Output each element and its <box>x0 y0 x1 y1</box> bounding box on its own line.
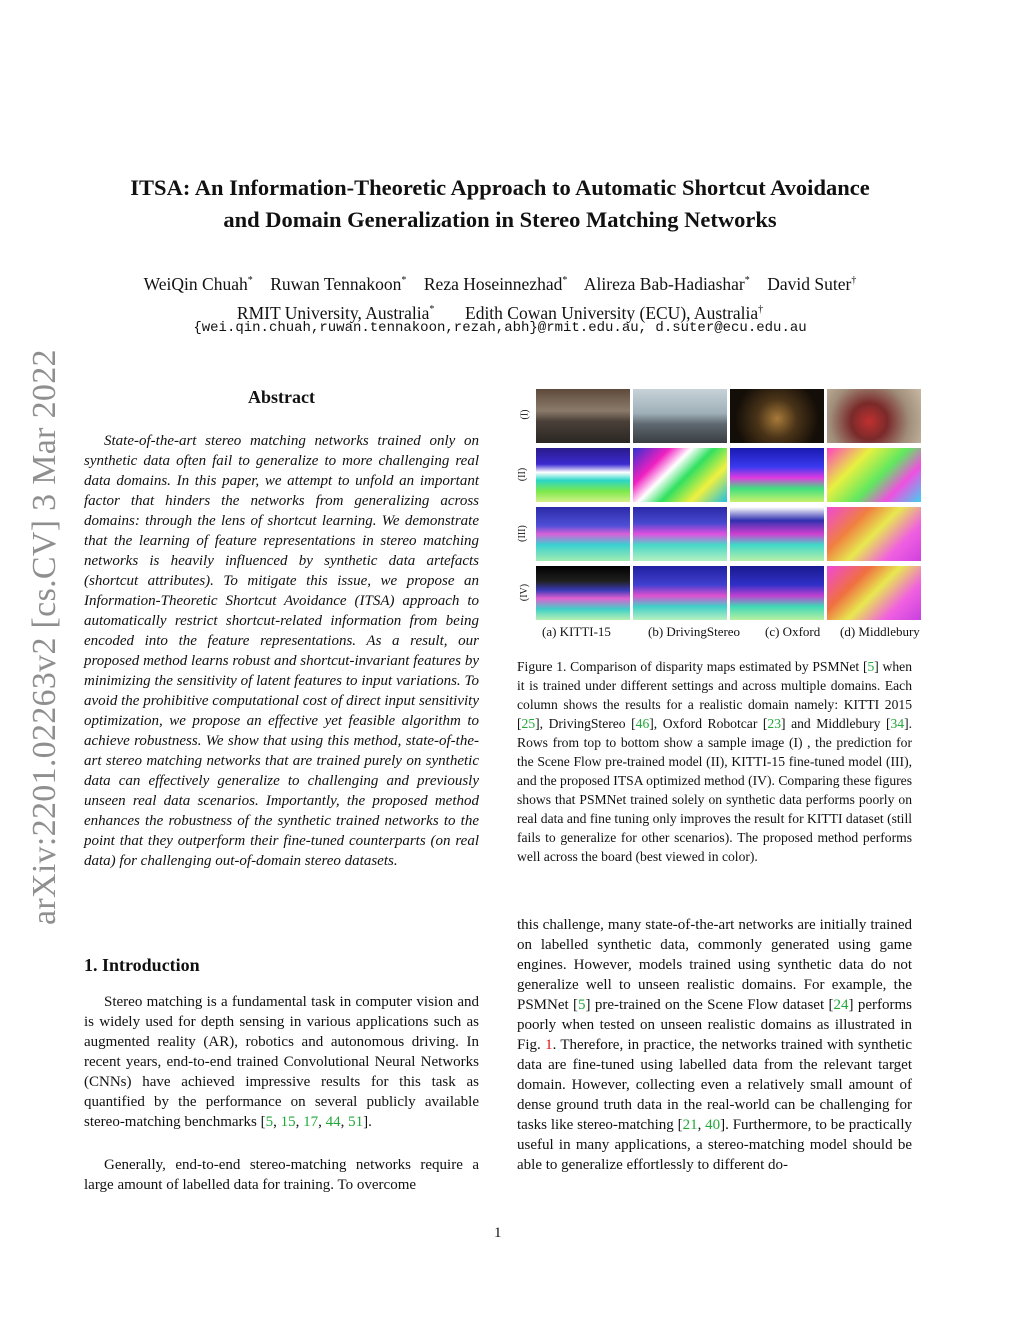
author-mark: * <box>562 275 568 286</box>
author-mark: † <box>851 275 857 286</box>
drivingstereo-pretrained-disparity <box>633 448 727 502</box>
paragraph-text: ] pre-trained on the Scene Flow dataset [ <box>585 997 834 1013</box>
author-block <box>60 268 940 326</box>
author-mark: * <box>247 275 253 286</box>
affiliation-mark: * <box>429 303 435 315</box>
author-mark: * <box>744 275 750 286</box>
paragraph-text: Stereo matching is a fundamental task in computer vision and is widely used for depth sensing in various applications such as augmented reality (AR), robotics and autonomous driving. In recent years, end-to-end trained Convolutional Neural Networks (CNNs) have achieved impressive results for this task as quantified by the performance on several publicly available stereo-matching benchmarks [ <box>84 994 479 1130</box>
author-name: Alireza Bab-Hadiashar <box>583 273 745 294</box>
affiliation: RMIT University, Australia <box>236 302 430 323</box>
title-line-2: and Domain Generalization in Stereo Matching Networks <box>223 207 777 232</box>
page-number: 1 <box>494 1225 502 1241</box>
paragraph-text: ]. Furthermore, to be practically useful in many applications, a stereo-matching model should be able to generalize effortlessly to different do- <box>517 1117 912 1173</box>
author-emails: {wei.qin.chuah,ruwan.tennakoon,rezah,abh}@rmit.edu.au, d.suter@ecu.edu.au <box>193 320 807 336</box>
figure-reference-link[interactable]: 1 <box>545 1037 553 1053</box>
author-list <box>60 268 940 297</box>
caption-text: ], Oxford Robotcar [ <box>649 716 768 731</box>
figure-column-label: (b) DrivingStereo <box>648 624 741 639</box>
citation-link[interactable]: 5 <box>578 997 586 1013</box>
citation-link[interactable]: 44 <box>325 1114 341 1130</box>
citation-link[interactable]: 23 <box>767 716 782 731</box>
paragraph-text: this challenge, many state-of-the-art networks are initially trained on labelled synthetic data, commonly generated using game engines. However, models trained using synthetic data do not generalize well to unseen realistic domains. For example, the PSMNet [ <box>517 917 912 1013</box>
citation-link[interactable]: 17 <box>303 1114 319 1130</box>
middlebury-itsa-disparity <box>827 566 921 620</box>
oxford-finetuned-disparity <box>730 507 824 561</box>
drivingstereo-itsa-disparity <box>633 566 727 620</box>
middlebury-sample-image <box>827 389 921 443</box>
figure-1-grid <box>536 389 922 620</box>
oxford-itsa-disparity <box>730 566 824 620</box>
intro-paragraph-1: Stereo matching is a fundamental task in computer vision and is widely used for depth sensing in various applications such as augmented reality (AR), robotics and autonomous driving. In recent years, end-to-end trained Convolutional Neural Networks (CNNs) have achieved impressive results for this task as quantified by the performance on several publicly available stereo-matching benchmarks [5, 15, 17, 44, 51]. <box>84 994 479 1130</box>
drivingstereo-finetuned-disparity <box>633 507 727 561</box>
title-line-1: ITSA: An Information-Theoretic Approach to Automatic Shortcut Avoidance <box>130 175 870 200</box>
figure-column-label: (d) Middlebury <box>840 624 920 639</box>
author-mark: * <box>401 275 407 286</box>
section-heading: 1. Introduction <box>84 955 200 975</box>
caption-text: ], DrivingStereo [ <box>535 716 636 731</box>
citation-link[interactable]: 40 <box>705 1117 721 1133</box>
author-name: David Suter <box>767 273 852 294</box>
citation-link[interactable]: 46 <box>635 716 650 731</box>
middlebury-pretrained-disparity <box>827 448 921 502</box>
caption-text: ] when it is trained under different settings and across multiple domains. Each column shows the results for a realistic domain namely: KITTI 2015 [ <box>517 659 912 731</box>
citation-link[interactable]: 21 <box>682 1117 698 1133</box>
kitti-finetuned-disparity <box>536 507 630 561</box>
author-name: WeiQin Chuah <box>143 273 248 294</box>
kitti-itsa-disparity <box>536 566 630 620</box>
abstract-heading: Abstract <box>248 387 315 407</box>
author-name: Reza Hoseinnezhad <box>423 273 563 294</box>
figure-column-label: (c) Oxford <box>765 624 821 639</box>
intro-continuation: this challenge, many state-of-the-art networks are initially trained on labelled synthetic data, commonly generated using game engines. However, models trained using synthetic data do not generalize well to unseen realistic domains. For example, the PSMNet [5] pre-trained on the Scene Flow dataset [24] performs poorly when tested on unseen realistic domains as illustrated in Fig. 1. Therefore, in practice, the networks trained with synthetic data are fine-tuned using labelled data from the relevant target domain. However, collecting even a relatively small amount of dense ground truth data in the real-world can be challenging for tasks like stereo-matching [21, 40]. Furthermore, to be practically useful in many applications, a stereo-matching model should be able to generalize effortlessly to different do- <box>517 917 912 1173</box>
citation-link[interactable]: 15 <box>280 1114 296 1130</box>
citation-link[interactable]: 51 <box>348 1114 364 1130</box>
figure-row-label: (III) <box>516 525 528 542</box>
paper-title <box>60 172 940 236</box>
caption-text: ] and Middlebury [ <box>781 716 891 731</box>
drivingstereo-sample-image <box>633 389 727 443</box>
figure-column-label: (a) KITTI-15 <box>542 624 611 639</box>
middlebury-finetuned-disparity <box>827 507 921 561</box>
oxford-sample-image <box>730 389 824 443</box>
caption-text: Figure 1. Comparison of disparity maps estimated by PSMNet [ <box>517 659 868 674</box>
citation-link[interactable]: 34 <box>890 716 905 731</box>
paragraph-text: ] performs poorly when tested on unseen realistic domains as illustrated in Fig. <box>517 997 912 1053</box>
citation-link[interactable]: 24 <box>833 997 849 1013</box>
figure-row-label: (IV) <box>519 583 531 602</box>
citation-link[interactable]: 25 <box>521 716 536 731</box>
intro-paragraph-2: Generally, end-to-end stereo-matching networks require a large amount of labelled data for training. To overcome <box>84 1157 479 1193</box>
citation-link[interactable]: 5 <box>867 659 875 674</box>
paragraph-text: ]. <box>363 1114 372 1130</box>
citation-link[interactable]: 5 <box>265 1114 274 1130</box>
figure-1-caption <box>517 657 912 866</box>
author-name: Ruwan Tennakoon <box>270 273 402 294</box>
affiliation: Edith Cowan University (ECU), Australia <box>465 302 759 323</box>
abstract-body: State-of-the-art stereo matching networks trained only on synthetic data often fail to generalize to more challenging real data domains. In this paper, we attempt to unfold an important factor that hinders the networks from generalizing across domains: through the lens of shortcut learning. We demonstrate that the learning of feature representations in stereo matching networks is heavily influenced by synthetic data artefacts (shortcut attributes). To mitigate this issue, we propose an Information-Theoretic Shortcut Avoidance (ITSA) approach to automatically restrict shortcut-related information from being encoded into the feature representations. As a result, our proposed method learns robust and shortcut-invariant features by minimizing the sensitivity of latent features to input variations. To avoid the prohibitive computational cost of direct input sensitivity optimization, we propose an effective yet feasible algorithm to achieve robustness. We show that using this method, state-of-the-art stereo matching networks that are trained purely on synthetic data can effectively generalize to challenging and previously unseen real data scenarios. Importantly, the proposed method enhances the robustness of the synthetic trained networks to the point that they outperform their fine-tuned counterparts (on real data) for challenging out-of-domain stereo datasets. <box>84 433 479 869</box>
caption-text: ]. Rows from top to bottom show a sample image (I) , the prediction for the Scene Flow pre-trained model (II), KITTI-15 fine-tuned model (III), and the proposed ITSA optimized method (IV). Comparing these figures shows that PSMNet trained solely on synthetic data performs poorly on real data and fine tuning only improves the result for KITTI dataset (still fails to generalize for other scenarios). The proposed method performs well across the board (best viewed in color). <box>517 716 913 864</box>
figure-row-label: (II) <box>517 467 529 482</box>
figure-row-label: (I) <box>519 409 531 420</box>
paragraph-text: . Therefore, in practice, the networks trained with synthetic data are fine-tuned using labelled data from the relevant target domain. However, collecting even a relatively small amount of dense ground truth data in the real-world can be challenging for tasks like stereo-matching [ <box>517 1037 912 1133</box>
affiliation-mark: † <box>758 303 764 315</box>
kitti-sample-image <box>536 389 630 443</box>
arxiv-identifier: arXiv:2201.02263v2 [cs.CV] 3 Mar 2022 <box>26 349 63 925</box>
oxford-pretrained-disparity <box>730 448 824 502</box>
kitti-pretrained-disparity <box>536 448 630 502</box>
